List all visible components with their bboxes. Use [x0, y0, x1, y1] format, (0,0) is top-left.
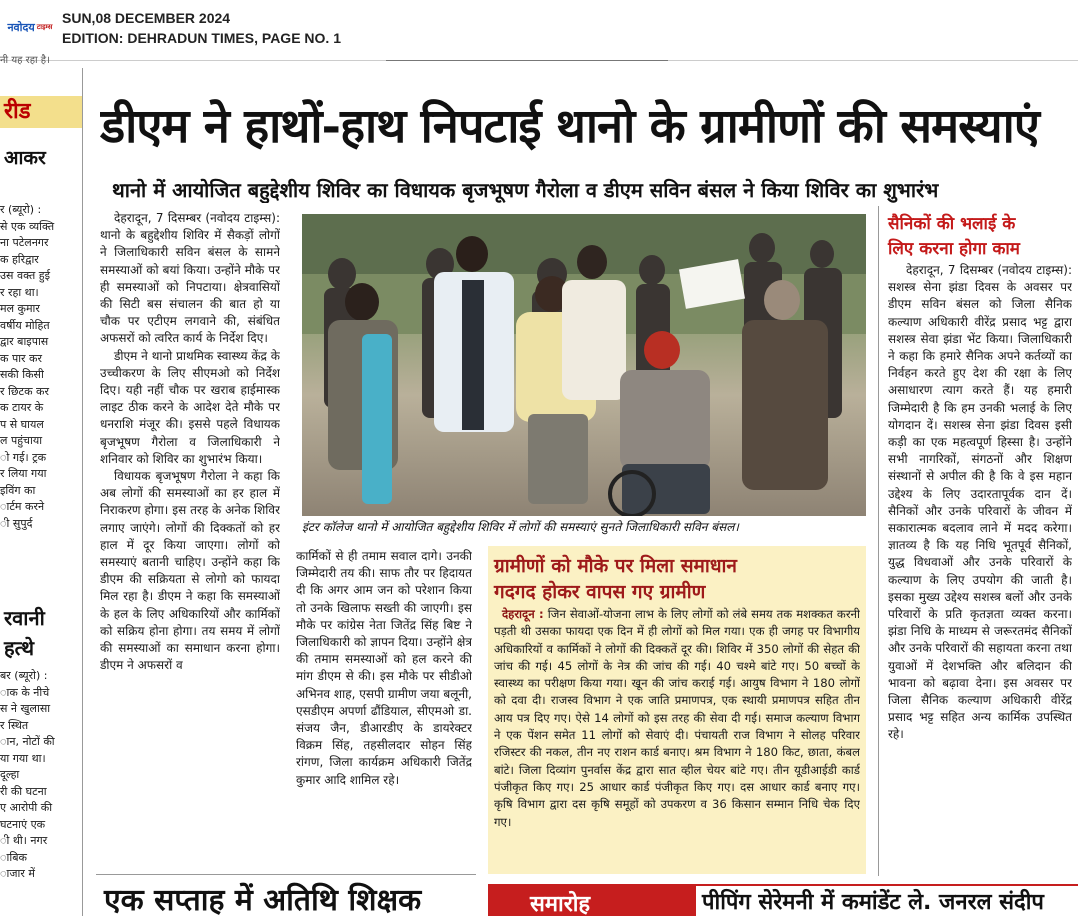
left-text-line: वर्षीय मोहित [0, 318, 50, 332]
left-text-line: ाक के नीचे [0, 685, 50, 699]
left-text-line: ना पटेलनगर [0, 236, 49, 249]
event-photo-illustration [302, 214, 866, 516]
left-headline-1: रीड [0, 96, 82, 128]
column-divider [878, 206, 879, 876]
left-text-line: ार्टम करने [0, 500, 45, 513]
right-headline-1: सैनिकों की भलाई के [888, 214, 1016, 234]
left-text-line: ान, नोटों की [0, 735, 55, 748]
left-text-line: र रहा था। [0, 285, 39, 299]
section-tag: समारोह [530, 892, 591, 917]
right-article-body [888, 262, 1072, 874]
left-text-line: दूल्हा [0, 768, 20, 781]
left-headline-4: हत्थे [4, 636, 34, 660]
left-text-line: र लिया गया [0, 467, 47, 480]
article-paragraph: डीएम ने थानो प्राथमिक स्वास्थ्य केंद्र के उच्चीकरण के लिए सीएमओ को निर्देश दिए। यही नहीं चौक पर खराब हाईमास्क लाइट ठीक करने के आदेश देते मौके पर धनराशि मंजूर की। इससे पहले विधायक बृजभूषण गैरोला व जिलाधिकारी ने शनिवार को शिविर का शुभारंभ किया। [100, 348, 280, 466]
left-text-line: स ने खुलासा [0, 702, 51, 715]
box-paragraph [494, 606, 860, 831]
left-text-line: ाजार में [0, 867, 35, 880]
box-headline-1: ग्रामीणों को मौके पर मिला समाधान [494, 555, 737, 577]
edition-date: SUN,08 DECEMBER 2024 [62, 10, 231, 26]
box-dateline: देहरादून : [502, 607, 544, 621]
left-text-line: उस वक्त हुई [0, 269, 50, 282]
article-column-1 [100, 210, 280, 870]
article-paragraph: कार्मिकों से ही तमाम सवाल दागे। उनकी जिम्मेदारी तय की। साफ तौर पर हिदायत दी कि अगर आम जन को परेशान किया तो उनके खिलाफ सख्ती की जाएगी। इस मौके पर कांग्रेस नेता जितेंद्र सिंह बिष्ट ने जिलाधिकारी को ज्ञापन दिया। उन्होंने क्षेत्र की तमाम समस्याओं को हल करने की मांग डीएम से की। इस मौके पर सीडीओ अभिनव शाह, एसपी ग्रामीण जया बलूनी, एसडीएम अपर्णा ढौंडियाल, सीएमओ डा. संजय जैन, डीआरडीए के डायरेक्टर विक्रम सिंह, तहसीलदार सोहन सिंह रांगण, जिला कार्यक्रम अधिकारी जितेंद्र कुमार आदि शामिल रहे। [296, 549, 472, 787]
left-text-line: र (ब्यूरो) : [0, 203, 42, 216]
left-text-line: घटनाएं एक [0, 817, 46, 831]
main-headline: डीएम ने हाथों-हाथ निपटाई थानो के ग्रामीणों की समस्याएं [100, 99, 1039, 154]
left-text-line: से एक व्यक्ति [0, 219, 55, 233]
left-text-line: ए आरोपी की [0, 801, 53, 814]
bottom-headline: एक सप्ताह में अतिथि शिक्षक [104, 883, 422, 918]
article-paragraph: विधायक बृजभूषण गैरोला ने कहा कि अब लोगों की समस्याओं का हर हाल में निराकरण होगा। इस तरह के अनेक शिविर लगाए जाएंगे। लोगों की दिक्कतों को हर हाल में दूर किया जाएगा। लोगों को समस्याएं बतानी चाहिए। उन्होंने कहा कि डीएम की सक्रियता से लोगो को फायदा मिल रहा है। डीएम ने कहा कि समस्याओं के हल के लिए अधिकारियों और कार्मिकों को सक्रिय होना होगा। तय समय में लोगों की समस्याओं का समाधान करना होगा। डीएम ने अफसरों व [100, 469, 280, 673]
left-text-line: ल पहुंचाया [0, 434, 43, 447]
box-headline-2: गदगद होकर वापस गए ग्रामीण [494, 581, 706, 603]
left-text-line: प से घायल [0, 417, 44, 431]
header-rule [386, 60, 668, 61]
article-column-2 [296, 548, 472, 870]
event-photo [302, 214, 866, 516]
left-text-line: र स्थित [0, 718, 29, 732]
left-headline-2: आकर [4, 147, 46, 169]
left-text-line: ाबिक [0, 850, 27, 864]
box-body [494, 606, 860, 872]
left-text-line: या गया था। [0, 751, 46, 765]
left-text-line: क हरिद्वार [0, 252, 39, 266]
bottom-headline-2: पीपिंग सेरेमनी में कमांडेंट ले. जनरल संदीप [696, 886, 1078, 916]
box-text: जिन सेवाओं-योजना लाभ के लिए लोगों को लंबे समय तक मशक्कत करनी पड़ती थी उसका फायदा एक दिन में ही लोगों को मिल गया। एक ही जगह पर विभागीय अधिकारियों व कार्मिकों ने लोगों की दिक्कतें दूर की। शिविर में 350 लोगों की सेहत की जांच की गई। 45 लोगों के नेत्र की जांच की गई। 40 चश्मे बांटे गए। 50 बच्चों के स्वास्थ्य का परीक्षण किया गया। खून की जांच कराई गई। आयुष विभाग ने 180 लोगों को दवा दी। राजस्व विभाग ने एक जाति प्रमाणपत्र, एक स्थायी प्रमाणपत्र सहित तीन आय पत्र दिए गए। ऐसे 14 लोगों को इस तरह की सेवा दी गई। समाज कल्याण विभाग ने एक पेंशन समेत 11 लोगों को सेवाएं दी। पंचायती राज विभाग ने सोलह परिवार रजिस्टर की नकल, तीन नए राशन कार्ड बनाए। श्रम विभाग ने 180 किट, छाता, कंबल बांटे। जिला दिव्यांग पुनर्वास केंद्र द्वारा सात व्हील चेयर बांटे गए। तीन यूडीआईडी कार्ड पंजीकृत किए गए। 25 आधार कार्ड पंजीकृत किए गए। दस आधार कार्ड बनाए गए। कृषि विभाग द्वारा दस कृषि समूहों को उपकरण व 36 किसान सम्मान निधि चेक दिए गए। [494, 607, 860, 829]
left-headline-3: रवानी [4, 606, 45, 630]
right-headline-2: लिए करना होगा काम [888, 239, 1020, 259]
left-text-line: ी थी। नगर [0, 834, 48, 847]
left-text-line: मल कुमार [0, 302, 40, 315]
left-text-line: सकी किसी [0, 368, 44, 381]
article-paragraph: देहरादून, 7 दिसम्बर (नवोदय टाइम्स): थानो के बहुद्देशीय शिविर में सैकड़ों लोगों ने जिलाधिकारी सविन बंसल के सामने समस्याओं को बयां किया। उन्होंने मौके पर ही समस्याओं को निपटाया। क्षेत्रवासियों की सिटी बस संचालन की बात हो या चौक पर एटीएम लगवाने की, संबंधित अफसरों को त्वरित कार्य के निर्देश दिए। [100, 211, 280, 346]
left-text-line: क टायर के [0, 401, 44, 414]
photo-caption: इंटर कॉलेज थानो में आयोजित बहुद्देशीय शिविर में लोगों की समस्याएं सुनते जिलाधिकारी सविन बंसल। [302, 520, 739, 534]
newspaper-logo: नवोदय टाइम्स [7, 20, 53, 34]
sub-headline: थानो में आयोजित बहुद्देशीय शिविर का विधायक बृजभूषण गैरोला व डीएम सविन बंसल ने किया शिविर का शुभारंभ [112, 178, 939, 202]
left-text-line: द्वार बाइपास [0, 335, 49, 348]
left-text-line: र छिटक कर [0, 384, 49, 398]
left-text-line: री की घटना [0, 784, 47, 798]
left-cropped-column [0, 68, 83, 916]
left-text-line: ी सुपुर्द [0, 516, 33, 530]
left-text-line: ो गई। ट्रक [0, 450, 47, 464]
bottom-rule [96, 874, 476, 875]
edition-info: EDITION: DEHRADUN TIMES, PAGE NO. 1 [62, 30, 341, 46]
left-text-line: बर (ब्यूरो) : [0, 669, 48, 682]
left-text-line: इविंग का [0, 483, 36, 497]
article-paragraph: देहरादून, 7 दिसम्बर (नवोदय टाइम्स): सशस्त्र सेना झंडा दिवस के अवसर पर डीएम सविन बंसल को जिला सैनिक कल्याण अधिकारी वीरेंद्र प्रसाद भट्ट द्वारा सशस्त्र सेवा झंडा भेंट किया। जिलाधिकारी ने कहा कि हमारे सैनिक अपने कर्तव्यों का निर्वहन करते हुए देश की रक्षा के लिए असाधारण त्याग करते हैं। यह हमारी जिम्मेदारी है कि हम उनकी भलाई के लिए योगदान दें। सशस्त्र सेना झंडा दिवस इसी कड़ी का एक महत्वपूर्ण हिस्सा है। उन्होंने सभी नागरिकों, संगठनों और शिक्षण संस्थानों से अपील की है कि वे इस महान उद्देश्य के लिए उदारतापूर्वक दान दें। सैनिकों और उनके परिवारों के जीवन में सकारात्मक बदलाव लाने में मदद करेगा। ज्ञातव्य है कि यह निधि भूतपूर्व सैनिकों, युद्ध विधवाओं और उनके परिवारों के कल्याण के लिए उपयोग की जाती है। इसका मुख्य उद्देश्य सशस्त्र बलों और उनके परिवारों के प्रति कृतज्ञता व्यक्त करना। झंडा निधि के माध्यम से जरूरतमंद सैनिकों और उनके परिवारों की सहायता करना तथा युवाओं में देशभक्ति और बलिदान की भावना को बढ़ावा देना। इस अवसर पर जिला सैनिक कल्याण अधिकारी वीरेंद्र प्रसाद भट्ट सहित अन्य कार्मिक उपस्थित रहे। [888, 263, 1072, 742]
cut-text-top: नी यह रहा है। [0, 55, 50, 66]
left-text-line: क पार कर [0, 351, 42, 365]
